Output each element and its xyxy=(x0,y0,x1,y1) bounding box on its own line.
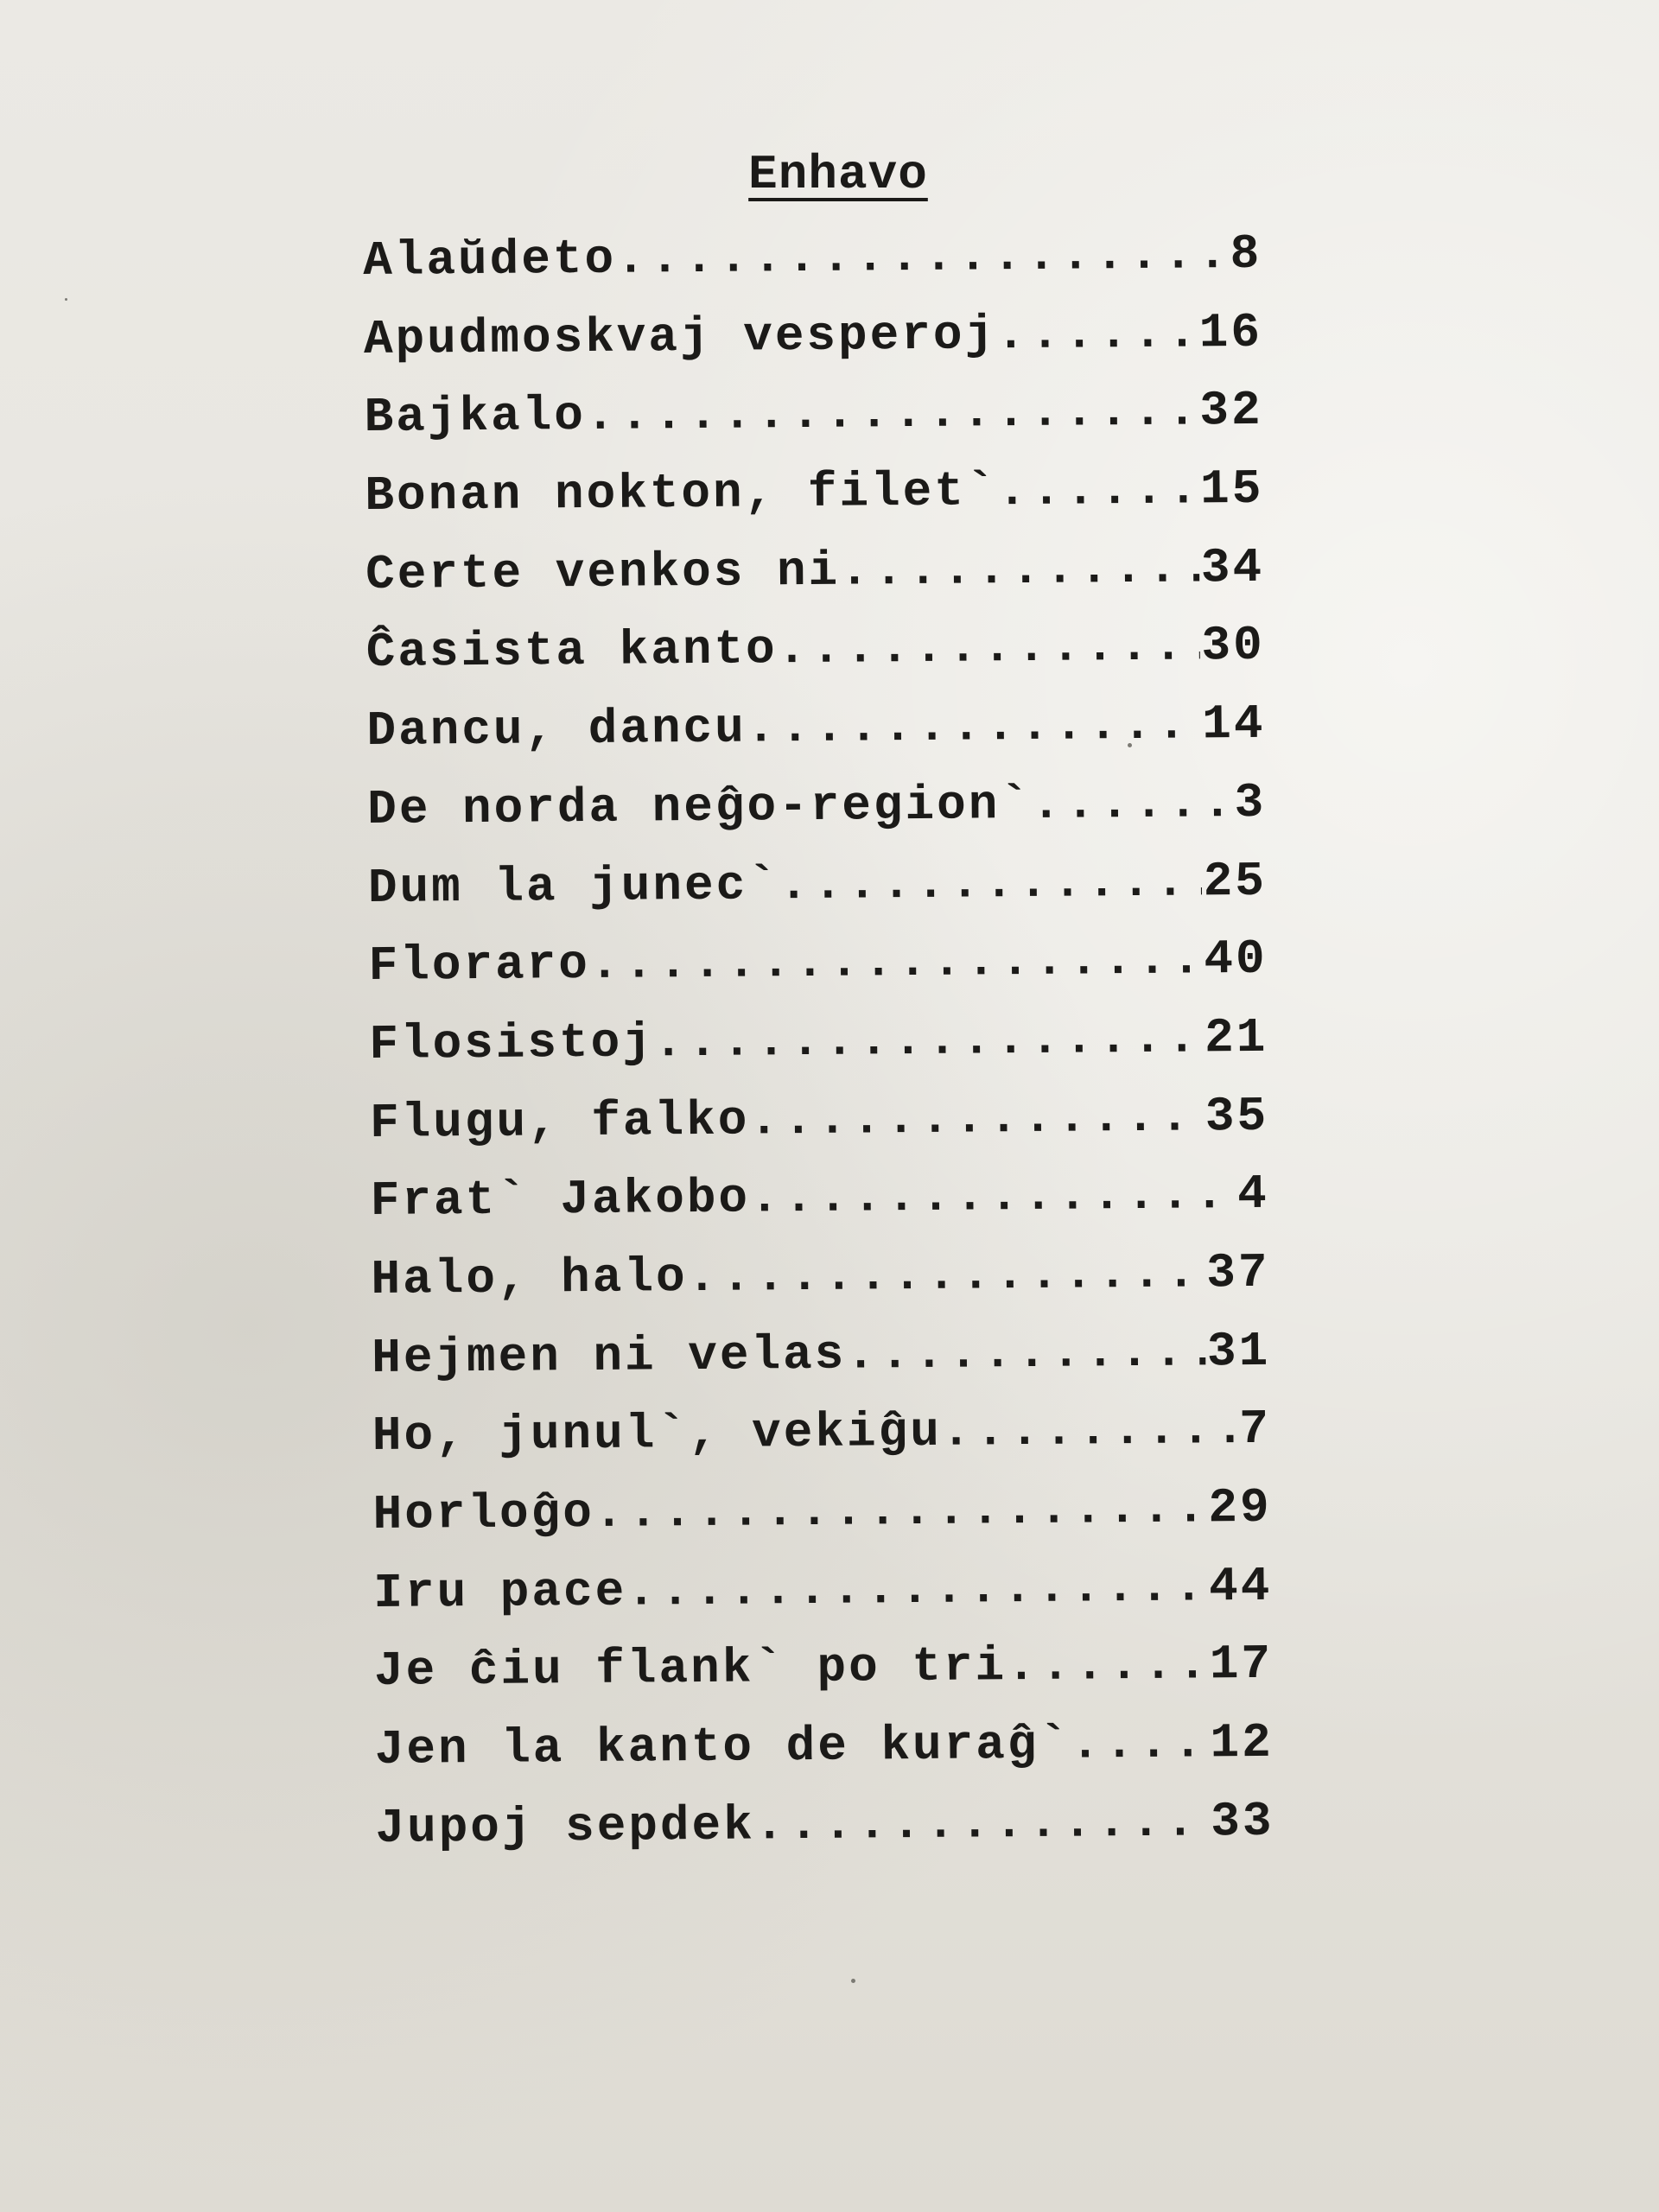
toc-entry xyxy=(372,1402,1272,1487)
dot-leader xyxy=(754,1794,1209,1853)
dot-leader xyxy=(594,1480,1207,1541)
toc-entry-title: Dancu, dancu xyxy=(366,700,747,760)
dot-leader xyxy=(996,305,1198,362)
toc-entry-title: Halo, halo xyxy=(371,1249,688,1307)
toc-entry-page: 44 xyxy=(1208,1558,1273,1615)
toc-entry-page: 33 xyxy=(1210,1793,1274,1850)
toc-entry-page: 15 xyxy=(1199,461,1264,518)
toc-entry xyxy=(370,1088,1269,1173)
toc-entry-page: 30 xyxy=(1201,618,1266,674)
toc-entry xyxy=(375,1794,1274,1879)
dot-leader xyxy=(942,1402,1238,1459)
toc-entry xyxy=(366,696,1266,782)
toc-entry-title: Apudmoskvaj vesperoj xyxy=(363,306,997,367)
toc-entry xyxy=(372,1480,1272,1566)
toc-entry-page: 32 xyxy=(1199,383,1263,439)
dot-leader xyxy=(777,619,1199,677)
toc-entry xyxy=(363,226,1262,312)
dot-leader xyxy=(750,1166,1236,1225)
toc-entry-title: Hejmen ni velas xyxy=(371,1326,847,1386)
toc-entry xyxy=(371,1245,1270,1331)
page-title-text: Enhavo xyxy=(748,147,928,202)
dot-leader xyxy=(747,697,1201,756)
paper-speck xyxy=(65,298,67,301)
toc-entry-page: 4 xyxy=(1236,1166,1270,1223)
toc-entry-title: Certe venkos ni xyxy=(365,543,841,602)
toc-entry-title: Dum la junec` xyxy=(367,856,780,916)
toc-entry xyxy=(365,540,1265,626)
toc-entry-title: Je ĉiu flank` po tri xyxy=(373,1638,1007,1700)
toc-entry-page: 3 xyxy=(1234,774,1267,830)
toc-entry xyxy=(368,853,1268,938)
toc-entry-page: 29 xyxy=(1208,1479,1272,1536)
toc-entry-page: 7 xyxy=(1239,1402,1272,1458)
toc-entry xyxy=(375,1715,1274,1801)
dot-leader xyxy=(1032,775,1233,832)
toc-entry-page: 35 xyxy=(1205,1088,1269,1144)
dot-leader xyxy=(687,1245,1205,1305)
toc-entry-title: Bajkalo xyxy=(364,388,587,446)
toc-entry xyxy=(369,1010,1268,1096)
toc-entry-title: Ho, junul`, vekiĝu xyxy=(372,1404,943,1465)
dot-leader xyxy=(626,1559,1207,1618)
toc-entry-page: 25 xyxy=(1203,853,1268,909)
toc-entry xyxy=(368,931,1268,1017)
toc-entry xyxy=(364,383,1263,468)
toc-entry-title: Horloĝo xyxy=(372,1484,595,1542)
paper-speck xyxy=(851,1979,855,1983)
toc-entry-page: 37 xyxy=(1206,1244,1270,1301)
toc-entry-title: Flosistoj xyxy=(369,1014,655,1072)
toc-entry-title: Alaŭdeto xyxy=(363,231,617,289)
toc-entry xyxy=(371,1166,1270,1252)
toc-entry-page: 14 xyxy=(1202,696,1266,753)
toc-entry-title: De norda neĝo-region` xyxy=(366,776,1033,837)
toc-entry-title: Frat` Jakobo xyxy=(370,1170,751,1230)
toc-entry-title: Bonan nokton, filet` xyxy=(365,463,998,524)
toc-entry xyxy=(367,775,1267,861)
paper-speck xyxy=(1128,743,1132,747)
toc-entry-title: Ĉasista kanto xyxy=(365,621,778,681)
toc-entry-title: Jen la kanto de kuraĝ` xyxy=(374,1716,1071,1778)
dot-leader xyxy=(1071,1715,1209,1771)
dot-leader xyxy=(779,854,1202,912)
toc-entry-page: 12 xyxy=(1210,1714,1274,1771)
dot-leader xyxy=(840,540,1199,598)
dot-leader xyxy=(616,226,1229,287)
toc-entry xyxy=(372,1323,1271,1408)
dot-leader xyxy=(846,1324,1205,1382)
dot-leader xyxy=(1007,1637,1208,1694)
toc-entry-page: 34 xyxy=(1200,539,1265,596)
toc-entry-page: 16 xyxy=(1198,304,1263,361)
toc-entry-title: Iru pace xyxy=(373,1563,627,1621)
page-title xyxy=(9,147,1659,202)
dot-leader xyxy=(749,1089,1204,1147)
dot-leader xyxy=(654,1010,1204,1070)
toc-entry-title: Floraro xyxy=(368,937,591,995)
toc-entry-page: 31 xyxy=(1206,1323,1271,1379)
toc-entry xyxy=(364,305,1263,391)
dot-leader xyxy=(586,384,1198,444)
toc-entry xyxy=(373,1558,1273,1643)
toc-entry xyxy=(374,1637,1274,1722)
toc-entry-page: 21 xyxy=(1204,1009,1268,1066)
toc-entry-page: 17 xyxy=(1209,1637,1274,1693)
dot-leader xyxy=(590,932,1203,993)
toc-entry-page: 40 xyxy=(1204,931,1268,988)
toc-entry-page: 8 xyxy=(1230,226,1262,283)
toc-entry xyxy=(365,461,1264,547)
toc-entry xyxy=(366,618,1266,703)
dot-leader xyxy=(997,461,1198,518)
toc-entry-title: Flugu, falko xyxy=(369,1092,750,1151)
toc-entry-title: Jupoj sepdek xyxy=(375,1797,755,1856)
table-of-contents xyxy=(363,226,1274,1879)
